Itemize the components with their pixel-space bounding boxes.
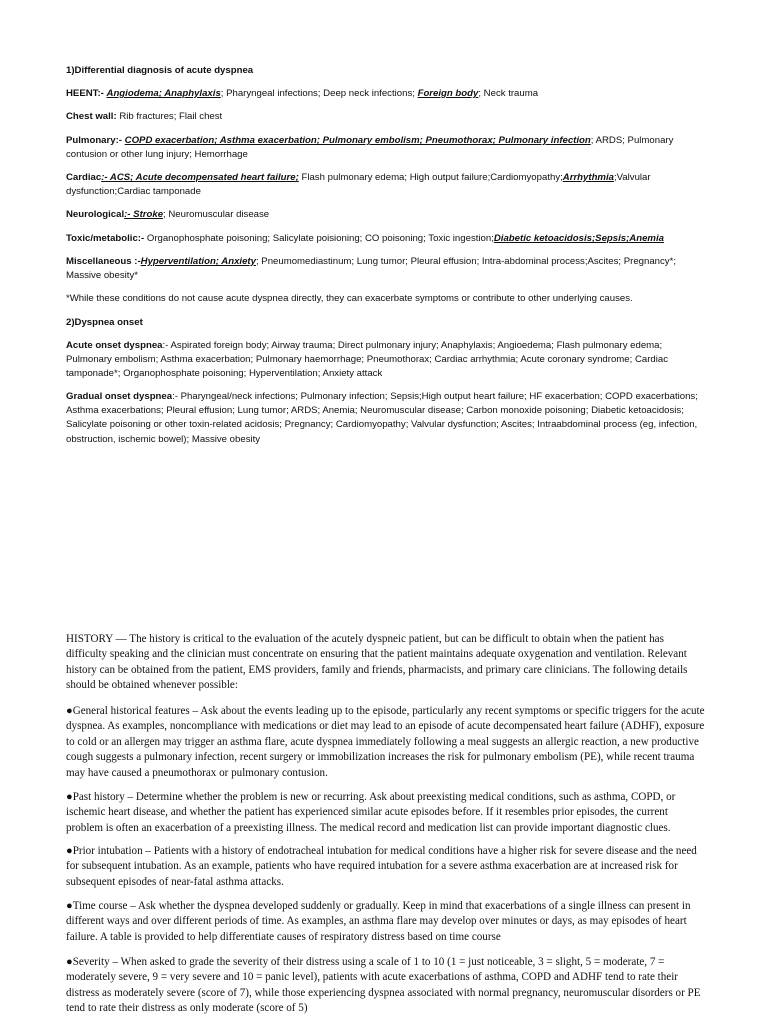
misc-text: ; Pneumomediastinum; Lung tumor; Pleural effusion; Intra-abdominal process;Ascites; Pregnancy*; Massive obesity* <box>66 256 676 282</box>
heent-emph-1: Angiodema; Anaphylaxis <box>106 88 221 99</box>
history-general-features: ●General historical features – Ask about the events leading up to the episode, particularly any recent symptoms or specific triggers for the acute dyspnea. As examples, noncompliance with medications or diet may lead to an episode of acute decompensated heart failure (ADHF), exposure to cold or an allergen may trigger an asthma flare, acute dyspnea immediately following a meal suggests an allergic reaction, a new productive cough suggests a pulmonary infection, recent surgery or immobilization increases the risk for pulmonary embolism (PE), while recent trauma may have caused a pneumothorax or pulmonary contusion. <box>66 705 705 779</box>
section-heading-onset: 2)Dyspnea onset <box>66 317 143 328</box>
gradual-onset-paragraph <box>66 390 706 447</box>
neurological-text: ; Neuromuscular disease <box>163 209 270 220</box>
pulmonary-line <box>66 134 706 162</box>
cardiac-emph-1: :- ACS; Acute decompensated heart failure; <box>101 172 299 183</box>
chest-wall-text: Rib fractures; Flail chest <box>116 111 223 122</box>
cardiac-emph-2: Arrhythmia <box>562 172 614 183</box>
neurological-label: Neurological <box>66 209 125 220</box>
section-heading-differential: 1)Differential diagnosis of acute dyspnea <box>66 65 254 76</box>
heent-line <box>66 87 706 101</box>
chest-wall-line <box>66 110 706 124</box>
heent-text-1: ; Pharyngeal infections; Deep neck infections; <box>220 88 418 99</box>
cardiac-text-2: ;Valvular dysfunction;Cardiac tamponade <box>66 172 651 198</box>
pulmonary-label: Pulmonary:- <box>66 135 122 146</box>
heent-emph-2: Foreign body <box>417 88 479 99</box>
footnote: *While these conditions do not cause acute dyspnea directly, they can exacerbate symptoms or contribute to other underlying causes. <box>66 293 633 304</box>
gradual-onset-text: :- Pharyngeal/neck infections; Pulmonary infection; Sepsis;High output heart failure; HF exacerbation; COPD exacerbations; Asthma exacerbations; Pleural effusion; Lung tumor; ARDS; Anemia; Neuromuscular disease; Carbon monoxide poisoning; Diabetic ketoacidosis; Salicylate poisoning or other toxin-related acidosis; Pregnancy; Cardiomyopathy; Valvular dysfunction; Ascites; Intraabdominal process (eg, infection, obstruction, ischemic bowel); Massive obesity <box>66 391 698 445</box>
misc-label: Miscellaneous :- <box>66 256 141 267</box>
acute-onset-label: Acute onset dyspnea <box>66 340 163 351</box>
heent-text-2: ; Neck trauma <box>478 88 539 99</box>
cardiac-text-1: Flash pulmonary edema; High output failure;Cardiomyopathy; <box>298 172 563 183</box>
cardiac-line <box>66 171 706 199</box>
acute-onset-paragraph <box>66 339 706 382</box>
pulmonary-text: ; ARDS; Pulmonary contusion or other lung injury; Hemorrhage <box>66 135 674 161</box>
toxic-label: Toxic/metabolic:- <box>66 233 145 244</box>
miscellaneous-line <box>66 255 706 283</box>
history-time-course: ●Time course – Ask whether the dyspnea developed suddenly or gradually. Keep in mind that exacerbations of a single illness can present in different ways and over different periods of time. As examples, an asthma flare may develop over minutes or days, as may episodes of heart failure. A table is provided to help differentiate causes of respiratory distress based on time course <box>66 900 691 943</box>
history-past-history: ●Past history – Determine whether the problem is new or recurring. Ask about preexisting medical conditions, such as asthma, COPD, or ischemic heart disease, and whether the patient has experienced similar acute episodes before. If it resembles prior episodes, the current problem is often an exacerbation of a preexisting illness. The medical record and medication list can provide important diagnostic clues. <box>66 791 676 834</box>
neurological-emph: :- Stroke <box>124 209 164 220</box>
gradual-onset-label: Gradual onset dyspnea <box>66 391 173 402</box>
cardiac-label: Cardiac <box>66 172 102 183</box>
neurological-line <box>66 208 706 222</box>
misc-emph: Hyperventilation; Anxiety <box>140 256 256 267</box>
toxic-metabolic-line <box>66 232 706 246</box>
pulmonary-emph: COPD exacerbation; Asthma exacerbation; Pulmonary embolism; Pneumothorax; Pulmonary infection <box>124 135 591 146</box>
history-severity: ●Severity – When asked to grade the severity of their distress using a scale of 1 to 10 (1 = just noticeable, 3 = slight, 5 = moderate, 7 = moderately severe, 9 = very severe and 10 = panic level), patients with acute exacerbations of asthma, COPD and ADHF tend to rate their distress as moderately severe (score of 7), while those experiencing dyspnea associated with normal pregnancy, neuromuscular disorders or PE tend to rate their distress as only moderate (score of 5) <box>66 956 701 1015</box>
history-prior-intubation: ●Prior intubation – Patients with a history of endotracheal intubation for medical conditions have a higher risk for severe disease and the need for subsequent intubation. As an example, patients who have required intubation for a severe asthma exacerbation are at increased risk for subsequent episodes of near-fatal asthma attacks. <box>66 845 697 888</box>
toxic-text: Organophosphate poisoning; Salicylate poisioning; CO poisoning; Toxic ingestion; <box>144 233 494 244</box>
history-intro: HISTORY — The history is critical to the evaluation of the acutely dyspneic patient, but can be difficult to obtain when the patient has difficulty speaking and the clinician must concentrate on ensuring that the patient maintains adequate oxygenation and ventilation. Relevant history can be obtained from the patient, EMS providers, family and friends, pharmacists, and primary care clinicians. The following details should be obtained whenever possible: <box>66 633 688 692</box>
chest-wall-label: Chest wall: <box>66 111 117 122</box>
heent-label: HEENT:- <box>66 88 104 99</box>
toxic-emph: Diabetic ketoacidosis;Sepsis;Anemia <box>493 233 664 244</box>
acute-onset-text: :- Aspirated foreign body; Airway trauma; Direct pulmonary injury; Anaphylaxis; Angioedema; Flash pulmonary edema; Pulmonary embolism; Asthma exacerbation; Pulmonary haemorrhage; Pneumothorax; Cardiac arrhythmia; Acute coronary syndrome; Cardiac tamponade*; Organophosphate poisoning; Hyperventilation; Anxiety attack <box>66 340 669 380</box>
